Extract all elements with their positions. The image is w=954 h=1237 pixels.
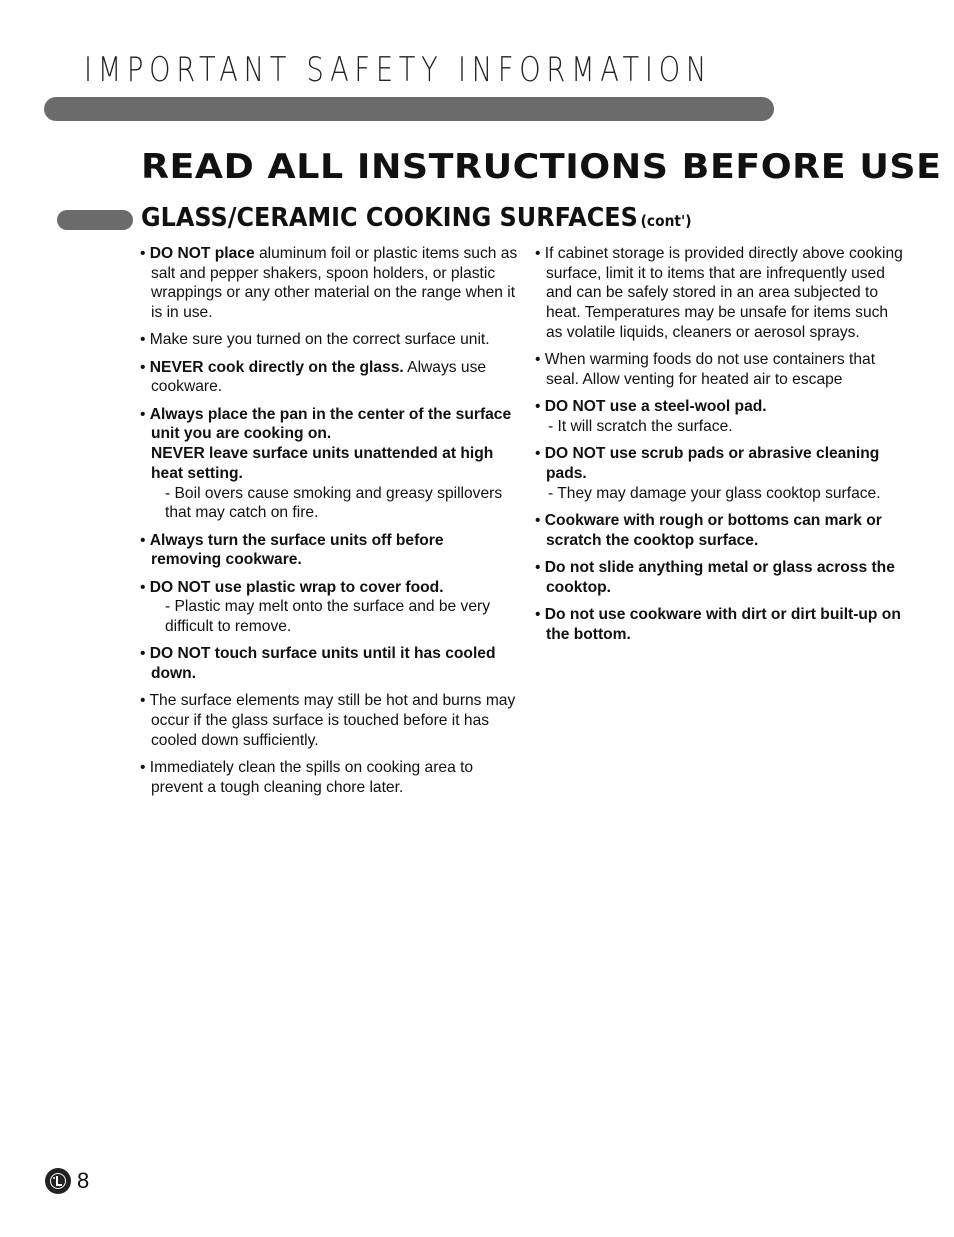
list-item: • Always turn the surface units off before removing cookware. bbox=[140, 531, 444, 569]
sub-note: - It will scratch the surface. bbox=[548, 417, 733, 435]
list-item: • NEVER cook directly on the glass. Always use cookware. bbox=[140, 358, 487, 396]
section-title-text: GLASS/CERAMIC COOKING SURFACES bbox=[141, 203, 638, 233]
list-item: • Cookware with rough or bottoms can mark or scratch the cooktop surface. bbox=[535, 511, 882, 549]
list-item: • Do not slide anything metal or glass across the cooktop. bbox=[535, 558, 895, 596]
section-pill bbox=[57, 210, 133, 230]
sub-note: - Boil overs cause smoking and greasy spillovers that may catch on fire. bbox=[165, 484, 503, 522]
main-title: READ ALL INSTRUCTIONS BEFORE USE bbox=[141, 147, 942, 187]
list-item: • DO NOT use plastic wrap to cover food. - Plastic may melt onto the surface and be very difficult to remove. bbox=[140, 578, 518, 637]
list-item: • Immediately clean the spills on cooking area to prevent a tough cleaning chore later. bbox=[140, 758, 474, 796]
list-item: • DO NOT touch surface units until it has cooled down. bbox=[140, 645, 496, 682]
list-item: • Always place the pan in the center of the surface unit you are cooking on. NEVER leave surface units unattended at high heat setting. - Boil overs cause smoking and greasy spillovers that may catch on fire. bbox=[140, 405, 518, 523]
list-item: • When warming foods do not use containers that seal. Allow venting for heated air to escape bbox=[535, 351, 876, 388]
sub-note: - Plastic may melt onto the surface and be very difficult to remove. bbox=[165, 598, 491, 635]
section-cont: (cont') bbox=[640, 212, 692, 230]
list-item: • Do not use cookware with dirt or dirt built-up on the bottom. bbox=[535, 605, 901, 643]
list-item: • DO NOT use scrub pads or abrasive cleaning pads. - They may damage your glass cooktop surface. bbox=[535, 444, 907, 503]
sub-note: - They may damage your glass cooktop surface. bbox=[548, 484, 881, 502]
page-number: 8 bbox=[77, 1168, 90, 1193]
header-title: IMPORTANT SAFETY INFORMATION bbox=[84, 50, 712, 90]
header-bar bbox=[44, 97, 774, 121]
list-item: • DO NOT place aluminum foil or plastic items such as salt and pepper shakers, spoon holders, or plastic wrappings or any other material on the range when it is in use. bbox=[140, 245, 518, 322]
section-title bbox=[141, 203, 692, 233]
right-column bbox=[535, 244, 907, 652]
list-item: • Make sure you turned on the correct surface unit. bbox=[140, 331, 490, 349]
list-item: • The surface elements may still be hot and burns may occur if the glass surface is touched before it has cooled down sufficiently. bbox=[140, 692, 516, 749]
list-item: • DO NOT use a steel-wool pad. - It will scratch the surface. bbox=[535, 397, 907, 436]
left-column bbox=[140, 244, 518, 805]
lg-logo-icon bbox=[45, 1168, 71, 1194]
list-item: • If cabinet storage is provided directly above cooking surface, limit it to items that are infrequently used and can be safely stored in an area subjected to heat. Temperatures may be unsafe for items such as volatile liquids, cleaners or aerosol sprays. bbox=[535, 245, 903, 341]
